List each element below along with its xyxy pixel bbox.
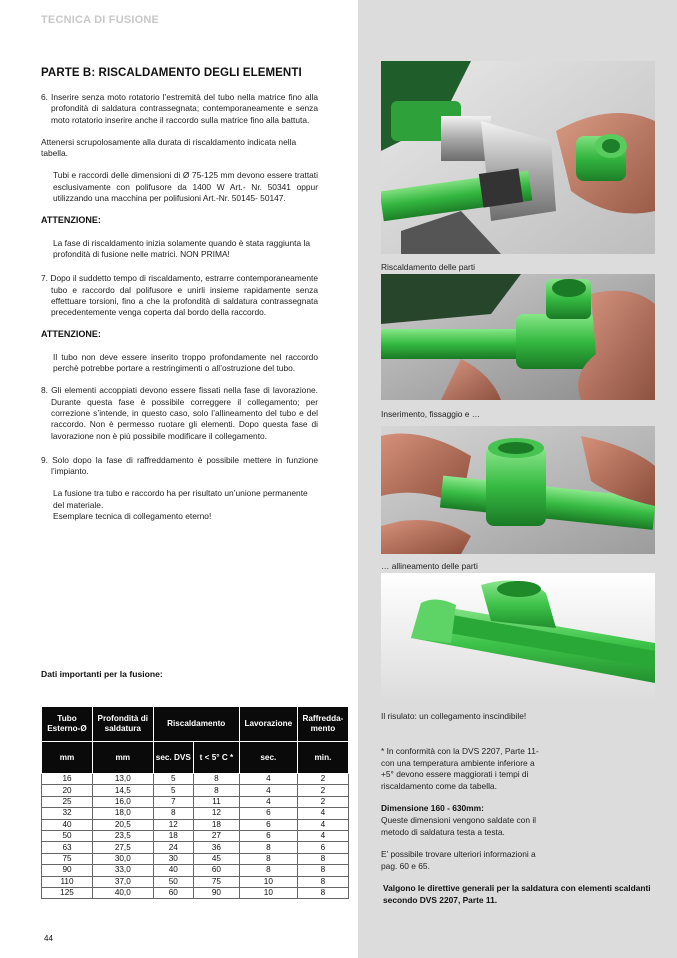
- table-cell: 4: [297, 830, 348, 841]
- photo-insertion: [381, 274, 655, 400]
- table-cell: 8: [239, 853, 297, 864]
- table-cell: 18,0: [93, 808, 154, 819]
- table-cell: 50: [153, 876, 194, 887]
- attention-label-2: ATTENZIONE:: [41, 329, 101, 340]
- header-lavorazione: Lavorazione: [239, 707, 297, 742]
- table-cell: 18: [194, 819, 240, 830]
- table-cell: 32: [42, 808, 93, 819]
- table-row: [42, 819, 349, 830]
- info-text: E’ possibile trovare ulteriori informazioni a pag. 60 e 65.: [381, 849, 536, 871]
- unit-lavorazione: sec.: [239, 742, 297, 774]
- note-esemplare: Esemplare tecnica di collegamento eterno!: [53, 511, 212, 522]
- note-tubi: Tubi e raccordi delle dimensioni di Ø 75-125 mm devono essere trattati esclusivamente con polifusore da 1400 W Art.- Nr. 50341 oppur utilizzando una macchina per polifusioni Art.-Nr. 50145- 50147.: [53, 170, 318, 204]
- table-cell: 13,0: [93, 774, 154, 785]
- table-cell: 40,0: [93, 887, 154, 898]
- table-cell: 8: [194, 785, 240, 796]
- caption-result: Il risulato: un collegamento inscindibile!: [381, 711, 527, 721]
- table-cell: 20,5: [93, 819, 154, 830]
- table-cell: 4: [239, 785, 297, 796]
- table-cell: 90: [42, 865, 93, 876]
- table-cell: 8: [297, 853, 348, 864]
- table-cell: 24: [153, 842, 194, 853]
- table-cell: 20: [42, 785, 93, 796]
- dimension-title: Dimensione 160 - 630mm:: [381, 803, 484, 814]
- caption-heating: Riscaldamento delle parti: [381, 262, 476, 272]
- header-raffreddamento: Raffredda-mento: [297, 707, 348, 742]
- attention-text-1: La fase di riscaldamento inizia solamente quando è stata raggiunta la profondità di fusione nelle matrici. NON PRIMA!: [53, 237, 310, 259]
- dvs-note: * In conformità con la DVS 2207, Parte 11- con una temperatura ambiente inferiore a +5° devono essere maggiorati i tempi di riscaldamento come da tabella.: [381, 746, 539, 791]
- step-9: 9. Solo dopo la fase di raffreddamento è possibile mettere in funzione l’impianto.: [41, 454, 318, 477]
- table-cell: 8: [297, 887, 348, 898]
- table-cell: 63: [42, 842, 93, 853]
- table-cell: 125: [42, 887, 93, 898]
- table-cell: 75: [42, 853, 93, 864]
- table-cell: 11: [194, 796, 240, 807]
- step-8: 8. Gli elementi accoppiati devono essere fissati nella fase di lavorazione. Durante questa fase è possibile correggere il collegamento; per correzione s’intende, in questo caso, solo l’allineamento del tubo e del raccordo. Non è permesso ruotare gli elementi. Dopo questa fase di lavorazione non è più possibile modificare il collegamento.: [41, 385, 318, 441]
- header-title: TECNICA DI FUSIONE: [41, 14, 160, 26]
- table-cell: 8: [297, 865, 348, 876]
- table-cell: 110: [42, 876, 93, 887]
- table-cell: 30,0: [93, 853, 154, 864]
- fusion-table: [41, 706, 349, 899]
- table-row: [42, 774, 349, 785]
- table-cell: 6: [239, 830, 297, 841]
- table-cell: 23,5: [93, 830, 154, 841]
- table-cell: 5: [153, 785, 194, 796]
- unit-profondita: mm: [93, 742, 154, 774]
- page-number: 44: [44, 934, 53, 943]
- table-cell: 6: [297, 842, 348, 853]
- table-cell: 2: [297, 774, 348, 785]
- table-cell: 8: [239, 842, 297, 853]
- photo-result: [381, 573, 655, 701]
- table-row: [42, 785, 349, 796]
- note-attenersi: Attenersi scrupolosamente alla durata di riscaldamento indicata nella tabella.: [41, 136, 297, 159]
- table-row: [42, 842, 349, 853]
- table-cell: 18: [153, 830, 194, 841]
- step-7: 7. Dopo il suddetto tempo di riscaldamento, estrarre contemporaneamente tubo e raccordo dal polifusore e unirli insieme rapidamente senza effettuare torsioni, fino a che la profondità di saldatura contrassegnata precedentemente venga coperta dal bordo della raccordo.: [41, 273, 318, 318]
- table-cell: 8: [239, 865, 297, 876]
- table-cell: 7: [153, 796, 194, 807]
- table-row: [42, 808, 349, 819]
- table-cell: 27,5: [93, 842, 154, 853]
- table-cell: 30: [153, 853, 194, 864]
- table-cell: 14,5: [93, 785, 154, 796]
- attention-label-1: ATTENZIONE:: [41, 215, 101, 226]
- photo-alignment: [381, 426, 655, 554]
- table-cell: 75: [194, 876, 240, 887]
- table-cell: 8: [153, 808, 194, 819]
- attention-text-2: Il tubo non deve essere inserito troppo profondamente nel raccordo perchè potrebbe portare a restringimenti o all’ostruzione del tubo.: [53, 351, 318, 374]
- caption-alignment: … allineamento delle parti: [381, 561, 478, 571]
- table-cell: 90: [194, 887, 240, 898]
- table-cell: 10: [239, 876, 297, 887]
- right-notes: [381, 746, 661, 907]
- header-profondita: Profondità di saldatura: [93, 707, 154, 742]
- table-cell: 12: [194, 808, 240, 819]
- table-cell: 2: [297, 785, 348, 796]
- step-6: 6. Inserire senza moto rotatorio l’estremità del tubo nella matrice fino alla profondità di saldatura contrassegnata; contemporaneamente e senza moto rotatorio inserire anche il raccordo sulla matrice fino alla battuta.: [41, 92, 318, 125]
- dvs-directive: Valgono le direttive generali per la saldatura con elementi scaldanti secondo DVS 2207, Parte 11.: [383, 883, 651, 905]
- table-cell: 60: [153, 887, 194, 898]
- table-row: [42, 830, 349, 841]
- table-cell: 5: [153, 774, 194, 785]
- table-cell: 8: [297, 876, 348, 887]
- table-cell: 45: [194, 853, 240, 864]
- table-cell: 60: [194, 865, 240, 876]
- table-cell: 10: [239, 887, 297, 898]
- note-fusione: La fusione tra tubo e raccordo ha per risultato un’unione permanente del materiale.: [53, 488, 308, 510]
- dimension-text: Queste dimensioni vengono saldate con il metodo di saldatura testa a testa.: [381, 814, 537, 837]
- table-cell: 40: [153, 865, 194, 876]
- unit-raffreddamento: min.: [297, 742, 348, 774]
- table-cell: 27: [194, 830, 240, 841]
- table-cell: 4: [297, 819, 348, 830]
- table-cell: 16: [42, 774, 93, 785]
- table-cell: 37,0: [93, 876, 154, 887]
- table-cell: 6: [239, 819, 297, 830]
- header-riscaldamento: Riscaldamento: [153, 707, 239, 742]
- table-cell: 16,0: [93, 796, 154, 807]
- table-row: [42, 796, 349, 807]
- table-row: [42, 865, 349, 876]
- section-title: PARTE B: RISCALDAMENTO DEGLI ELEMENTI: [41, 67, 302, 79]
- body-text: [41, 92, 318, 522]
- table-cell: 8: [194, 774, 240, 785]
- table-cell: 50: [42, 830, 93, 841]
- table-cell: 2: [297, 796, 348, 807]
- unit-tubo: mm: [42, 742, 93, 774]
- table-cell: 36: [194, 842, 240, 853]
- table-row: [42, 853, 349, 864]
- table-cell: 6: [239, 808, 297, 819]
- table-cell: 12: [153, 819, 194, 830]
- table-cell: 40: [42, 819, 93, 830]
- table-cell: 4: [239, 774, 297, 785]
- unit-t5: t < 5° C *: [194, 742, 240, 774]
- table-cell: 25: [42, 796, 93, 807]
- table-row: [42, 887, 349, 898]
- header-tubo: Tubo Esterno-Ø: [42, 707, 93, 742]
- table-row: [42, 876, 349, 887]
- table-title: Dati importanti per la fusione:: [41, 669, 163, 679]
- table-cell: 4: [297, 808, 348, 819]
- unit-dvs: sec. DVS: [153, 742, 194, 774]
- table-cell: 4: [239, 796, 297, 807]
- table-cell: 33,0: [93, 865, 154, 876]
- photo-heating: [381, 61, 655, 254]
- caption-insertion: Inserimento, fissaggio e …: [381, 409, 481, 419]
